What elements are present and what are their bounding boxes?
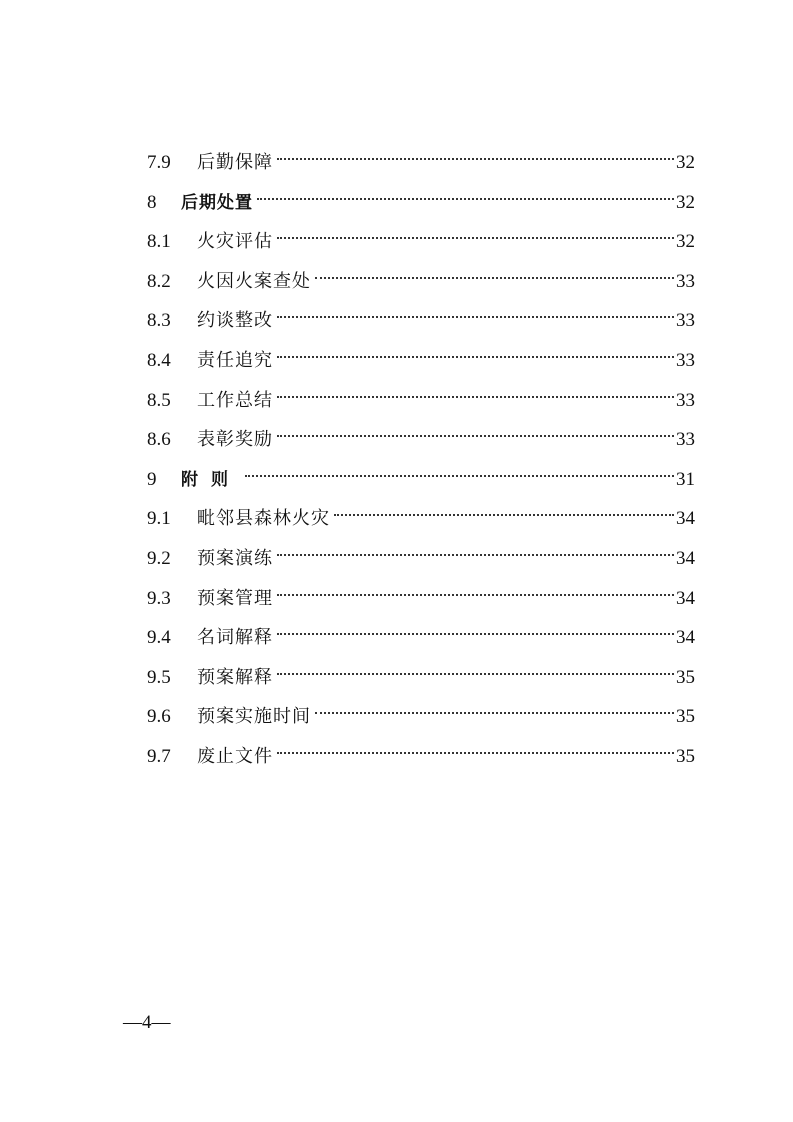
toc-entry-title: 约谈整改 bbox=[197, 310, 273, 332]
toc-entry-8-3[interactable] bbox=[147, 301, 695, 341]
toc-entry-9-1[interactable] bbox=[147, 499, 695, 539]
toc-entry-page: 33 bbox=[676, 310, 695, 332]
toc-entry-page: 34 bbox=[676, 627, 695, 649]
toc-entry-page: 35 bbox=[676, 666, 695, 688]
toc-entry-title: 火灾评估 bbox=[197, 231, 273, 253]
toc-entry-8-4[interactable] bbox=[147, 341, 695, 381]
toc-entry-9-6[interactable] bbox=[147, 697, 695, 737]
toc-entry-9-4[interactable] bbox=[147, 618, 695, 658]
toc-leader-dots bbox=[245, 475, 674, 477]
toc-leader-dots bbox=[277, 752, 674, 754]
toc-entry-number: 8.5 bbox=[147, 389, 171, 411]
toc-leader-dots bbox=[277, 633, 674, 635]
toc-entry-title: 附则 bbox=[181, 469, 241, 490]
toc-entry-9[interactable] bbox=[147, 460, 695, 500]
toc-entry-number: 9 bbox=[147, 468, 157, 490]
toc-entry-title: 表彰奖励 bbox=[197, 429, 273, 451]
toc-entry-page: 34 bbox=[676, 547, 695, 569]
toc-entry-number: 8.3 bbox=[147, 310, 171, 332]
toc-leader-dots bbox=[277, 594, 674, 596]
toc-entry-9-3[interactable] bbox=[147, 579, 695, 619]
toc-entry-page: 33 bbox=[676, 389, 695, 411]
toc-entry-9-7[interactable] bbox=[147, 737, 695, 777]
toc-entry-number: 8.4 bbox=[147, 349, 171, 371]
toc-entry-page: 34 bbox=[676, 587, 695, 609]
toc-entry-title: 预案解释 bbox=[197, 666, 273, 688]
toc-leader-dots bbox=[277, 554, 674, 556]
toc-entry-title: 名词解释 bbox=[197, 627, 273, 649]
toc-leader-dots bbox=[277, 435, 674, 437]
toc-entry-number: 9.3 bbox=[147, 587, 171, 609]
toc-entry-page: 33 bbox=[676, 349, 695, 371]
toc-entry-7-9[interactable] bbox=[147, 143, 695, 183]
toc-entry-8[interactable] bbox=[147, 183, 695, 223]
toc-entry-page: 33 bbox=[676, 429, 695, 451]
toc-entry-title: 预案管理 bbox=[197, 587, 273, 609]
toc-entry-page: 32 bbox=[676, 191, 695, 213]
toc-entry-page: 32 bbox=[676, 152, 695, 173]
toc-entry-9-5[interactable] bbox=[147, 658, 695, 698]
toc-entry-number: 9.2 bbox=[147, 547, 171, 569]
toc-entry-title: 后期处置 bbox=[181, 192, 253, 213]
toc-entry-page: 34 bbox=[676, 508, 695, 530]
toc-entry-title: 预案实施时间 bbox=[197, 706, 311, 728]
toc-entry-number: 8.2 bbox=[147, 270, 171, 292]
toc-leader-dots bbox=[257, 198, 674, 200]
toc-entry-title: 废止文件 bbox=[197, 745, 273, 767]
toc-entry-number: 9.6 bbox=[147, 706, 171, 728]
toc-entry-8-2[interactable] bbox=[147, 262, 695, 302]
toc-entry-page: 35 bbox=[676, 745, 695, 767]
toc-leader-dots bbox=[277, 237, 674, 239]
toc-entry-8-6[interactable] bbox=[147, 420, 695, 460]
toc-entry-page: 31 bbox=[676, 468, 695, 490]
toc-leader-dots bbox=[277, 673, 674, 675]
toc-entry-number: 8 bbox=[147, 191, 157, 213]
toc-entry-title: 后勤保障 bbox=[197, 152, 273, 173]
toc-leader-dots bbox=[277, 396, 674, 398]
toc-leader-dots bbox=[277, 316, 674, 318]
toc-entry-title: 责任追究 bbox=[197, 349, 273, 371]
toc-entry-number: 9.7 bbox=[147, 745, 171, 767]
table-of-contents bbox=[147, 143, 695, 777]
toc-leader-dots bbox=[315, 277, 674, 279]
toc-entry-number: 7.9 bbox=[147, 152, 171, 173]
toc-leader-dots bbox=[315, 712, 674, 714]
toc-entry-number: 8.6 bbox=[147, 429, 171, 451]
toc-entry-title: 火因火案查处 bbox=[197, 270, 311, 292]
toc-entry-8-5[interactable] bbox=[147, 381, 695, 421]
toc-entry-number: 8.1 bbox=[147, 231, 171, 253]
toc-leader-dots bbox=[334, 514, 674, 516]
toc-entry-number: 9.5 bbox=[147, 666, 171, 688]
toc-entry-page: 32 bbox=[676, 231, 695, 253]
page-number: —4— bbox=[123, 1012, 171, 1033]
toc-entry-title: 预案演练 bbox=[197, 547, 273, 569]
toc-leader-dots bbox=[277, 158, 674, 160]
toc-entry-number: 9.1 bbox=[147, 508, 171, 530]
toc-entry-page: 33 bbox=[676, 270, 695, 292]
toc-leader-dots bbox=[277, 356, 674, 358]
toc-entry-page: 35 bbox=[676, 706, 695, 728]
toc-entry-title: 工作总结 bbox=[197, 389, 273, 411]
toc-entry-9-2[interactable] bbox=[147, 539, 695, 579]
toc-entry-title: 毗邻县森林火灾 bbox=[197, 508, 330, 530]
toc-entry-number: 9.4 bbox=[147, 627, 171, 649]
toc-entry-8-1[interactable] bbox=[147, 222, 695, 262]
